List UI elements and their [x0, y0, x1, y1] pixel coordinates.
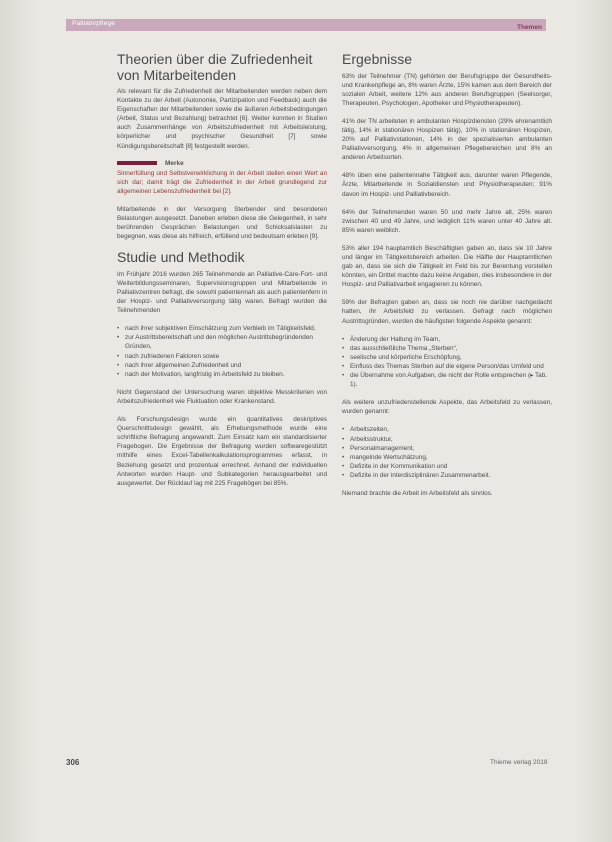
list-item: • Arbeitszeiten, — [342, 425, 552, 434]
list-item: • mangelnde Wertschätzung, — [342, 453, 552, 462]
bullet-list — [117, 324, 327, 379]
paragraph: 53% aller 194 hauptamtlich Beschäftigten gaben an, dass sie 10 Jahre und länger im Tätigkeitsbereich arbeiten. Die Hälfte der Hauptamtlichen gab an, dass sie sich die Tätigkeit im Feld bis zur Berentung vorstellen könnten, ein Drittel machte dazu keine Angaben, dies insbesondere in der Hospiz- und Palliativarbeit engagieren zu können. — [342, 244, 552, 289]
list-item: • Änderung der Haltung im Team, — [342, 335, 552, 344]
paragraph: 64% der Teilnehmenden waren 50 und mehr Jahre alt, 25% waren zwischen 40 und 49 Jahre, und lediglich 11% waren unter 40 Jahre alt. 85% waren weiblich. — [342, 208, 552, 234]
paragraph: 63% der Teilnehmer (TN) gehörten der Berufsgruppe der Gesundheits- und Krankenpflege an, 8% waren Ärzte, 15% kamen aus dem Bereich der sozialen Arbeit, weitere 12% aus anderen Berufsgruppen (Seelsorger, Therapeuten, Psychologen, Apotheker und Physiotherapeuten). — [342, 72, 552, 107]
page-number: 306 — [66, 758, 80, 767]
paragraph: Niemand brachte die Arbeit im Arbeitsfeld als sinnlos. — [342, 489, 493, 497]
list-item: • seelische und körperliche Erschöpfung, — [342, 353, 552, 362]
merke-box — [117, 160, 327, 167]
left-column — [117, 52, 327, 497]
list-item: • zur Austrittsbereitschaft und den möglichen Austrittsbegründenden Gründen, — [117, 333, 327, 351]
section-title-ergebnisse: Ergebnisse — [342, 51, 413, 67]
section-title-studie: Studie und Methodik — [117, 249, 245, 266]
list-item: • die Übernahme von Aufgaben, die nicht der Rolle entsprechen (▸ Tab. 1). — [342, 371, 552, 389]
section-title-theorien: Theorien über die Zufriedenheit von Mitarbeitenden — [117, 51, 313, 83]
list-item: • nach ihrer allgemeinen Zufriedenheit und — [117, 361, 327, 370]
list-item: • Einfluss des Themas Sterben auf die eigene Person/das Umfeld und — [342, 362, 552, 371]
paragraph: Als weitere unzufriedenstellende Aspekte, das Arbeitsfeld zu verlassen, wurden genannt: — [342, 399, 552, 416]
list-item: • nach der Motivation, langfristig im Arbeitsfeld zu bleiben. — [117, 370, 327, 379]
paragraph: Im Frühjahr 2016 wurden 265 Teilnehmende an Palliative-Care-Fort- und Weiterbildungsseminaren, Supervisionsgruppen und Mitarbeitende in Palliativzentren befragt, die sowohl patientennah als auch patientenfern in der Hospiz- und Palliativversorgung tätig waren. Befragt wurden die Teilnehmenden — [117, 270, 327, 315]
bullet-list — [342, 425, 552, 480]
paragraph: 59% der Befragten gaben an, dass sie noch nie darüber nachgedacht hatten, ihr Arbeitsfeld zu verlassen. Gefragt nach möglichen Austrittsgründen, wurden die häufigsten folgende Aspekte genannt: — [342, 299, 552, 325]
list-item: • Personalmanagement, — [342, 444, 552, 453]
paragraph: Mitarbeitende in der Versorgung Sterbender sind besonderen Belastungen ausgesetzt. Daneben erleben diese die Gelegenheit, in sehr berührenden Gesprächen Belastungen und Schicksalslasten zu begegnen, was diese als hilfreich, erfüllend und bedeutsam erleben [9]. — [117, 205, 327, 241]
merke-text: Sinnerfüllung und Selbstverwirklichung in der Arbeit stellen einen Wert an sich dar; damit trägt die Zufriedenheit in der Arbeit grundlegend zur allgemeinen Lebenszufriedenheit bei [2]. — [117, 169, 327, 195]
list-item: • Defizite in der Kommunikation und — [342, 462, 552, 471]
paragraph: 41% der TN arbeiteten in ambulanten Hospizdiensten (29% ehrenamtlich tätig, 14% in stationären Hospizen tätig), 10% in stationären Hospizen, 20% auf Palliativstationen, 14% in der spezialisierten ambulanten Palliativversorgung, 4% in allgemeinen Pflegebereichen und 8% an anderen Arbeitsorten. — [342, 117, 552, 162]
footer-publisher: Thieme verlag 2018 — [490, 759, 548, 766]
section-label: Palliativpflege — [72, 20, 116, 27]
list-item: • Defizite in der interdisziplinären Zusammenarbeit. — [342, 471, 552, 480]
paragraph: Als Forschungsdesign wurde ein quantitatives deskriptives Querschnittsdesign gewählt, als Erhebungsmethode wurde eine schriftliche Befragung angewandt. Zum Einsatz kam ein standardisierter Fragebogen. Die Ergebnisse der Befragung wurden softwaregestützt mithilfe eines Excel-Tabellenkalkulationsprogrammes erfasst, in Beziehung gesetzt und prozentual errechnet. Anhand der individuellen Antworten wurden Haupt- und Subkategorien herausgearbeitet und ausgewertet. Der Rücklauf lag mit 225 Fragebögen bei 85%. — [117, 416, 327, 487]
list-item: • nach zufriedenen Faktoren sowie — [117, 352, 327, 361]
header-bar — [66, 19, 546, 31]
paragraph: Nicht Gegenstand der Untersuchung waren objektive Messkriterien von Arbeitszufriedenheit wie Fluktuation oder Krankenstand. — [117, 388, 327, 405]
publisher-label: Themen — [517, 24, 542, 31]
paragraph: 48% üben eine patientennahe Tätigkeit aus, darunter waren Pflegende, Ärzte, Mitarbeitende in Sozialdiensten und Physiotherapeuten; 91% davon im Hospiz- und Palliativbereich. — [342, 172, 552, 198]
right-column — [342, 52, 552, 507]
list-item: • Arbeitsstruktur, — [342, 435, 552, 444]
merke-label: Merke — [165, 159, 184, 167]
merke-bar — [117, 161, 157, 165]
list-item: • das ausschließliche Thema „Sterben“, — [342, 344, 552, 353]
list-item: • nach ihrer subjektiven Einschätzung zum Verbleib im Tätigkeitsfeld, — [117, 324, 327, 333]
paragraph: Als relevant für die Zufriedenheit der Mitarbeitenden werden neben dem Kontakte zu der Arbeit (Autonomie, Partizipation und Feedback) auch die Eigenschaften der Mitarbeitenden sowie die äußeren Arbeitsbedingungen (Arbeit, Status und Bezahlung) betrachtet [6]. Weiter konnten in Studien auch Zusammenhänge von Arbeitszufriedenheit mit Arbeitsleistung, körperlicher und psychischer Gesundheit [7] sowie Kündigungsbereitschaft [8] festgestellt werden. — [117, 88, 327, 150]
bullet-list — [342, 335, 552, 390]
